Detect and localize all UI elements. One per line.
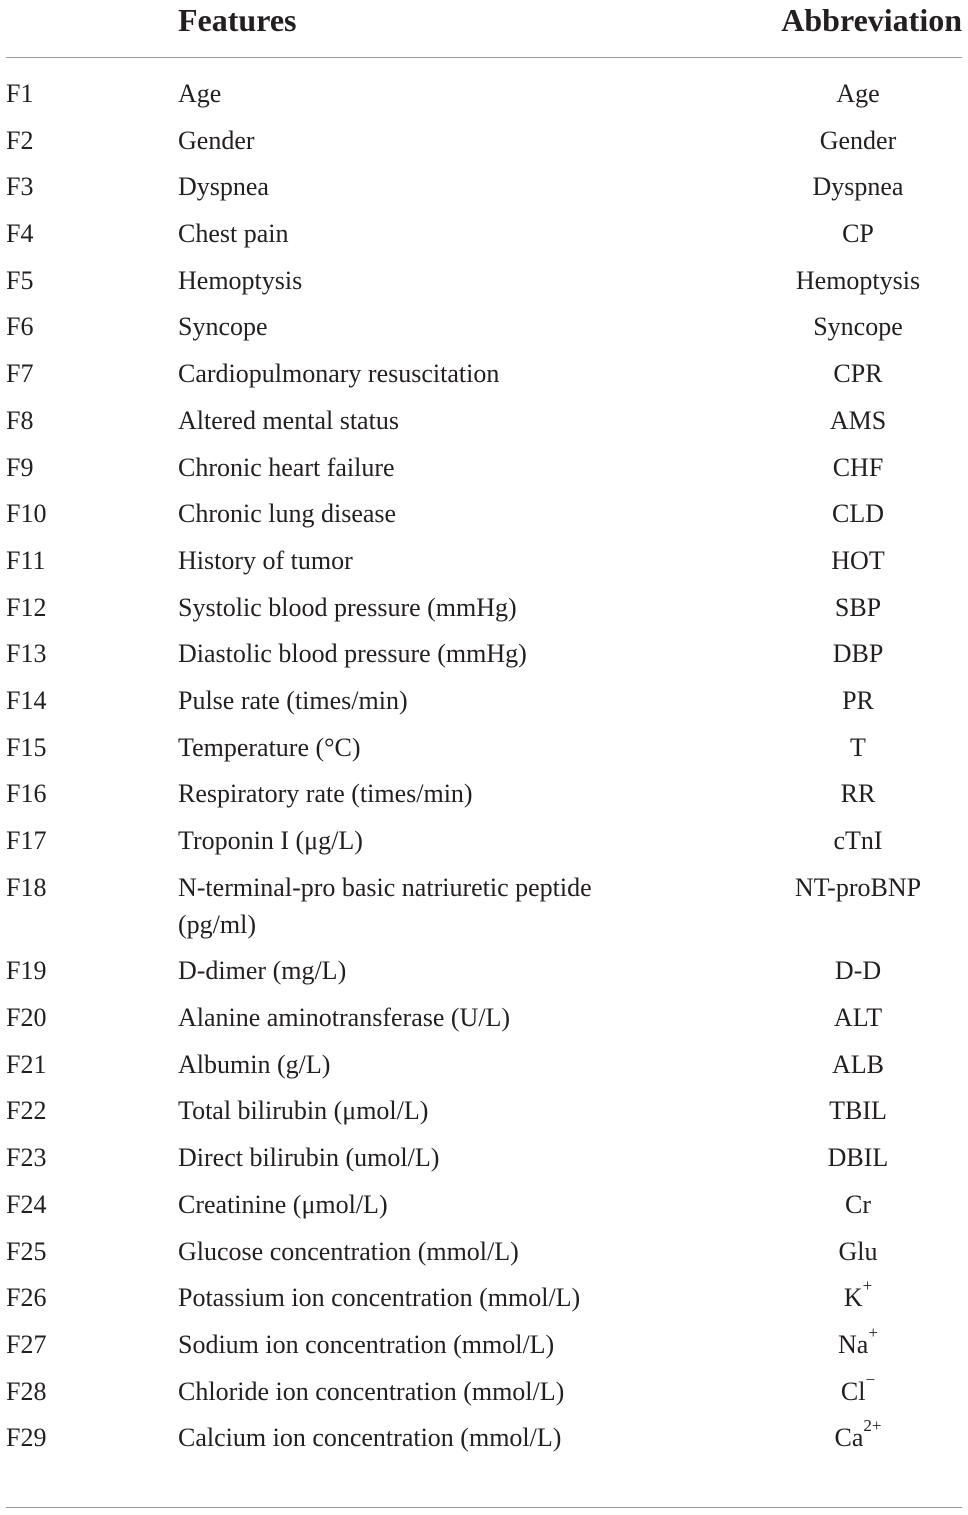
table-row [6,589,962,636]
table-row [6,215,962,262]
feature-name: Albumin (g/L) [178,1049,331,1079]
table-row [6,635,962,682]
abbreviation-superscript: − [865,1369,876,1389]
abbreviation-text: AMS [829,405,887,435]
feature-name: Direct bilirubin (umol/L) [178,1143,440,1173]
abbreviation-text: Cr [845,1189,871,1219]
abbreviation-superscript: 2+ [863,1416,882,1436]
feature-id: F19 [6,956,47,986]
table-row [6,355,962,402]
feature-name: Chest pain [178,219,289,249]
table-row [6,682,962,729]
abbreviation-text: Hemoptysis [795,265,921,295]
feature-id: F22 [6,1096,47,1126]
feature-name: Total bilirubin (μmol/L) [178,1096,429,1126]
feature-id: F27 [6,1329,47,1359]
table-row [6,1416,962,1466]
feature-id: F21 [6,1049,47,1079]
feature-id: F5 [6,265,34,295]
feature-name: Gender [178,125,255,155]
abbreviation-text: Syncope [813,312,903,342]
feature-id: F20 [6,1003,47,1033]
feature-name: Dyspnea [178,172,269,202]
table-row [6,1276,962,1326]
feature-id: F9 [6,452,34,482]
abbreviation-text: cTnI [833,826,883,855]
table-row [6,822,962,869]
header-abbreviation: Abbreviation [781,2,962,38]
feature-abbreviation [758,635,958,672]
feature-name: Respiratory rate (times/min) [178,779,473,809]
feature-name: History of tumor [178,545,353,575]
table-row [6,1046,962,1093]
abbreviation-text: CLD [832,499,884,529]
abbreviation-text: Na [838,1329,869,1359]
feature-abbreviation [758,1416,958,1456]
abbreviation-text: ALT [833,1003,883,1033]
feature-abbreviation [758,682,958,719]
abbreviation-text: PR [842,685,874,715]
feature-abbreviation [758,729,958,766]
feature-id: F28 [6,1376,47,1406]
feature-abbreviation [758,1139,958,1176]
feature-name: N-terminal-pro basic natriuretic peptide (pg/ml) [178,872,592,939]
feature-abbreviation [758,1092,958,1129]
feature-abbreviation [758,822,958,859]
feature-name: Calcium ion concentration (mmol/L) [178,1423,562,1453]
table-row [6,75,962,122]
table-row [6,495,962,542]
feature-abbreviation [758,775,958,812]
abbreviation-text: RR [840,779,876,809]
abbreviation-text: Age [836,79,880,108]
table-row [6,1092,962,1139]
feature-id: F17 [6,826,47,855]
feature-id: F18 [6,872,47,902]
feature-table [6,0,962,1466]
table-row [6,1233,962,1280]
feature-abbreviation [758,1276,958,1316]
feature-id: F29 [6,1423,47,1453]
feature-abbreviation [758,168,958,205]
table-row [6,1322,962,1373]
feature-id: F11 [6,545,46,575]
feature-id: F16 [6,779,47,809]
feature-id: F14 [6,685,47,715]
abbreviation-text: CHF [832,452,884,482]
table-row [6,1139,962,1186]
feature-name: Temperature (°C) [178,732,361,762]
table-row [6,168,962,215]
feature-abbreviation [758,869,958,906]
abbreviation-superscript: + [862,1276,873,1296]
bottom-rule [6,1507,962,1508]
feature-id: F2 [6,125,34,155]
feature-name: Cardiopulmonary resuscitation [178,359,500,389]
feature-id: F12 [6,592,47,622]
feature-id: F26 [6,1283,47,1313]
feature-abbreviation [758,1322,958,1363]
abbreviation-superscript: + [868,1322,878,1342]
table-row [6,122,962,169]
feature-name: Chronic lung disease [178,499,397,529]
abbreviation-text: CPR [833,359,883,389]
feature-abbreviation [758,355,958,392]
feature-name: D-dimer (mg/L) [178,956,347,986]
abbreviation-text: HOT [831,545,885,575]
abbreviation-text: Gender [819,125,897,155]
feature-name: Altered mental status [178,405,399,435]
table-row [6,952,962,999]
feature-abbreviation [758,402,958,439]
table-row [6,1369,962,1420]
feature-abbreviation [758,75,958,112]
abbreviation-text: Cl [840,1376,866,1406]
feature-abbreviation [758,952,958,989]
feature-abbreviation [758,1233,958,1270]
table-row [6,999,962,1046]
abbreviation-text: DBP [832,639,884,669]
feature-name: Creatinine (μmol/L) [178,1189,388,1219]
table-row [6,775,962,822]
feature-id: F25 [6,1236,47,1266]
table-row [6,308,962,355]
feature-name: Systolic blood pressure (mmHg) [178,592,517,622]
feature-name: Diastolic blood pressure (mmHg) [178,639,527,669]
table-row [6,262,962,309]
feature-name: Troponin I (μg/L) [178,826,363,855]
feature-abbreviation [758,999,958,1036]
abbreviation-text: NT-proBNP [794,872,922,902]
abbreviation-text: DBIL [827,1143,889,1173]
abbreviation-text: SBP [834,592,882,622]
feature-name: Hemoptysis [178,265,303,295]
feature-abbreviation [758,262,958,299]
table-body [6,58,962,1466]
abbreviation-text: D-D [834,956,882,986]
feature-abbreviation [758,495,958,532]
feature-name: Syncope [178,312,268,342]
feature-name: Alanine aminotransferase (U/L) [178,1003,511,1033]
table-row [6,1186,962,1233]
feature-name: Sodium ion concentration (mmol/L) [178,1329,555,1359]
feature-id: F4 [6,219,34,249]
feature-abbreviation [758,1369,958,1410]
feature-id: F10 [6,499,47,529]
feature-abbreviation [758,215,958,252]
feature-abbreviation [758,1046,958,1083]
feature-name: Chloride ion concentration (mmol/L) [178,1376,565,1406]
header-features: Features [178,2,297,38]
abbreviation-text: Ca [834,1423,864,1453]
feature-name: Age [178,79,222,108]
abbreviation-text: T [850,732,866,762]
feature-abbreviation [758,589,958,626]
abbreviation-text: Glu [838,1236,878,1266]
feature-id: F3 [6,172,34,202]
feature-id: F24 [6,1189,47,1219]
feature-name: Pulse rate (times/min) [178,685,408,715]
feature-abbreviation [758,1186,958,1223]
abbreviation-text: ALB [832,1049,884,1079]
table-row [6,449,962,496]
table-row [6,869,962,953]
feature-id: F23 [6,1143,47,1173]
feature-id: F13 [6,639,47,669]
abbreviation-text: K [843,1283,863,1313]
feature-id: F1 [6,79,34,108]
table-row [6,729,962,776]
feature-id: F7 [6,359,34,389]
feature-name: Glucose concentration (mmol/L) [178,1236,519,1266]
feature-id: F15 [6,732,47,762]
abbreviation-text: Dyspnea [812,172,904,202]
feature-name: Chronic heart failure [178,452,395,482]
feature-abbreviation [758,449,958,486]
table-row [6,402,962,449]
feature-id: F6 [6,312,34,342]
abbreviation-text: CP [842,219,874,249]
abbreviation-text: TBIL [829,1096,887,1126]
table-header [6,0,962,58]
feature-abbreviation [758,542,958,579]
feature-abbreviation [758,308,958,345]
feature-name: Potassium ion concentration (mmol/L) [178,1283,581,1313]
feature-id: F8 [6,405,34,435]
table-row [6,542,962,589]
feature-abbreviation [758,122,958,159]
